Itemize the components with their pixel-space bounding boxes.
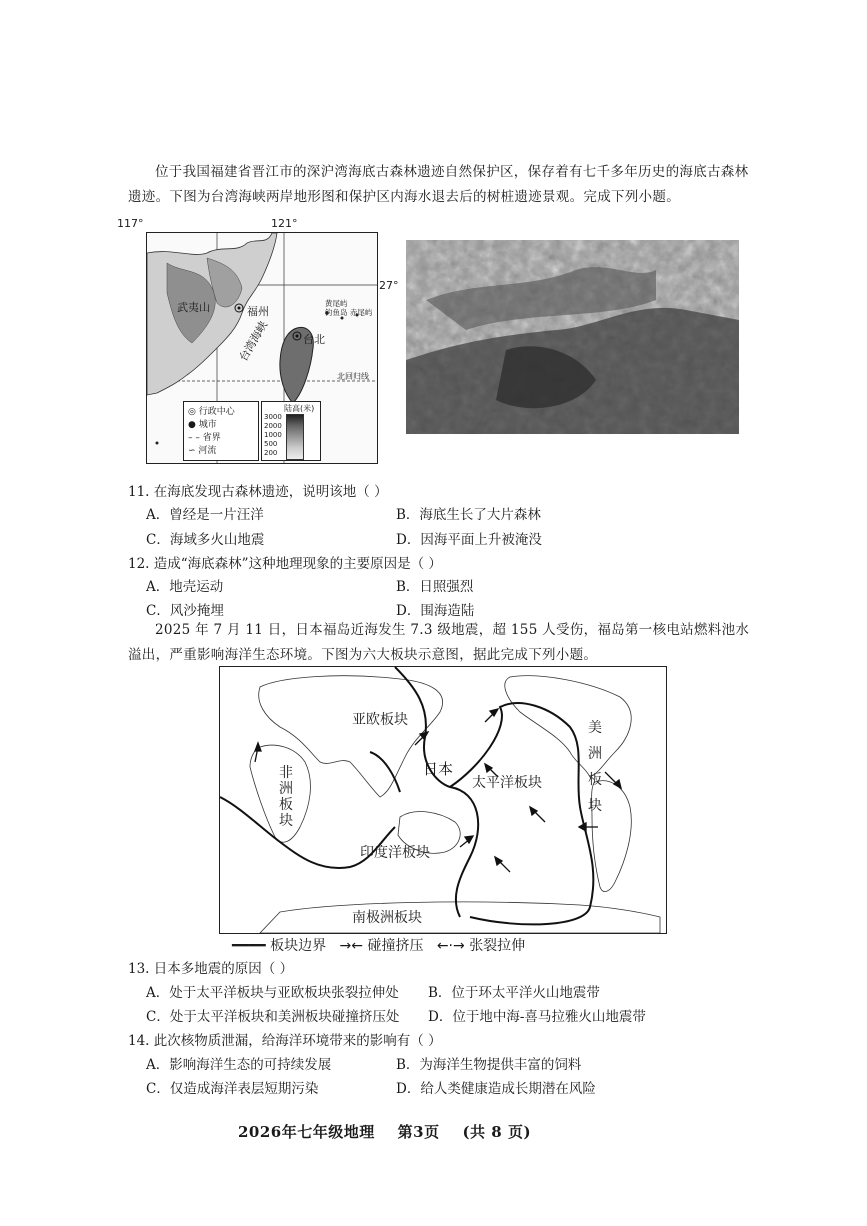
- intro-paragraph-1: [128, 160, 758, 210]
- page-footer: 2026年七年级地理 第3页 (共 8 页): [238, 1123, 532, 1141]
- q14-option-c[interactable]: C．仅造成海洋表层短期污染: [146, 1081, 319, 1097]
- label-fuzhou: 福州: [247, 305, 269, 318]
- label-tropic: 北回归线: [337, 372, 369, 381]
- boundary-line-icon: ━━━━: [232, 938, 266, 954]
- lat-label-27: 27°: [379, 279, 399, 292]
- q12-option-c[interactable]: C．风沙掩埋: [146, 603, 224, 619]
- label-american-plate: 美洲板块: [588, 720, 602, 814]
- tree-stump-photo: [406, 240, 739, 434]
- question-11: 11. 在海底发现古森林遗迹，说明该地（ ）: [128, 484, 388, 500]
- q12-option-d[interactable]: D．围海造陆: [396, 603, 475, 619]
- admin-center-icon: ◎: [188, 407, 196, 417]
- rift-arrow-icon: ←·→: [436, 938, 465, 954]
- taiwan-strait-map: [117, 217, 399, 464]
- label-taiwan-strait: 台湾海峡: [236, 318, 271, 364]
- plate-map: [219, 666, 667, 934]
- q11-option-b[interactable]: B．海底生长了大片森林: [396, 507, 541, 523]
- label-eurasian-plate: 亚欧板块: [352, 712, 408, 728]
- lon-label-121: 121°: [271, 217, 298, 230]
- intro-text-1: 位于我国福建省晋江市的深沪湾海底古森林遗迹自然保护区，保存着有七千多年历史的海底古森林遗迹。下图为台湾海峡两岸地形图和保护区内海水退去后的树桩遗迹景观。完成下列小题。: [128, 164, 749, 205]
- question-12: 12. 造成“海底森林”这种地理现象的主要原因是（ ）: [128, 556, 442, 572]
- q13-option-a[interactable]: A．处于太平洋板块与亚欧板块张裂拉伸处: [146, 985, 399, 1001]
- question-13: 13. 日本多地震的原因（ ）: [128, 961, 294, 977]
- label-wuyi: 武夷山: [177, 301, 210, 314]
- river-icon: ∽: [188, 446, 196, 456]
- q12-option-a[interactable]: A．地壳运动: [146, 579, 224, 595]
- label-indian-plate: 印度洋板块: [360, 845, 430, 861]
- collision-arrow-icon: →←: [339, 938, 363, 954]
- province-line-icon: – –: [188, 433, 200, 443]
- elevation-legend: 陆高(米) 3000 2000 1000 500 200: [261, 401, 321, 461]
- q13-option-d[interactable]: D．位于地中海-喜马拉雅火山地震带: [428, 1009, 646, 1025]
- label-taipei: 台北: [303, 333, 325, 346]
- q14-option-d[interactable]: D．给人类健康造成长期潜在风险: [396, 1081, 596, 1097]
- q13-option-b[interactable]: B．位于环太平洋火山地震带: [428, 985, 600, 1001]
- label-pacific-plate: 太平洋板块: [472, 775, 542, 791]
- intro-text-2: 2025 年 7 月 11 日，日本福岛近海发生 7.3 级地震，超 155 人受伤，福岛第一核电站燃料池水溢出，严重影响海洋生态环境。下图为六大板块示意图，据此完成下列小题。: [128, 622, 750, 663]
- label-diaoyu: 黄尾屿 钓鱼岛 赤尾屿: [325, 299, 373, 317]
- label-african-plate: 非洲板块: [279, 765, 293, 829]
- q11-option-c[interactable]: C．海域多火山地震: [146, 532, 265, 548]
- q14-option-b[interactable]: B．为海洋生物提供丰富的饲料: [396, 1057, 582, 1073]
- q13-option-c[interactable]: C．处于太平洋板块和美洲板块碰撞挤压处: [146, 1009, 400, 1025]
- q12-option-b[interactable]: B．日照强烈: [396, 579, 474, 595]
- elevation-scale: [286, 414, 304, 460]
- q14-option-a[interactable]: A．影响海洋生态的可持续发展: [146, 1057, 332, 1073]
- city-icon: ●: [188, 420, 196, 430]
- question-14: 14. 此次核物质泄漏，给海洋环境带来的影响有（ ）: [128, 1033, 442, 1049]
- lon-label-117: 117°: [117, 217, 144, 230]
- q11-option-d[interactable]: D．因海平面上升被淹没: [396, 532, 542, 548]
- q11-option-a[interactable]: A．曾经是一片汪洋: [146, 507, 264, 523]
- intro-paragraph-2: [128, 618, 758, 668]
- plate-legend: ━━━━ 板块边界 →← 碰撞挤压 ←·→ 张裂拉伸: [232, 938, 526, 954]
- label-japan: 日本: [423, 760, 454, 778]
- map1-legend: ◎ 行政中心 ● 城市 – – 省界 ∽ 河流: [183, 401, 259, 461]
- label-antarctic-plate: 南极洲板块: [352, 910, 422, 926]
